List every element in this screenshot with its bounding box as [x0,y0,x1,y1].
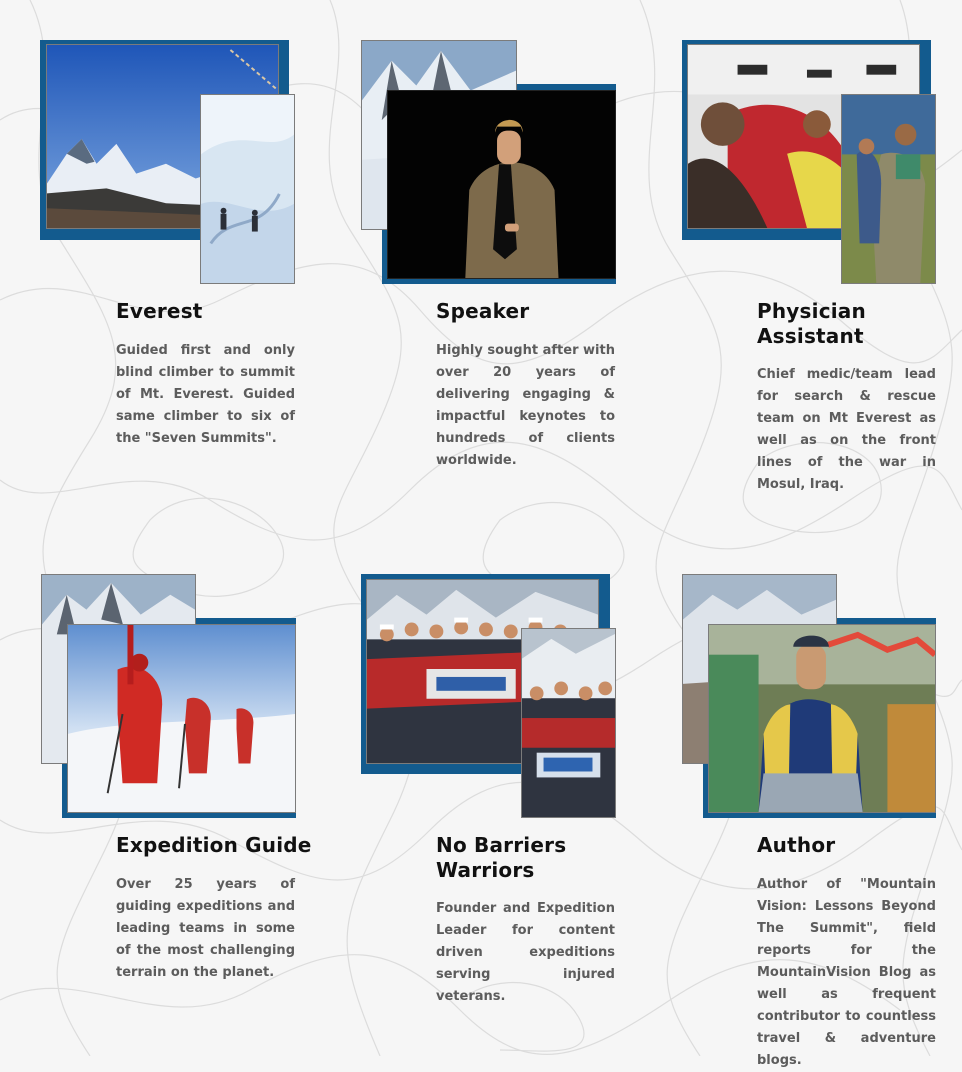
card-title: Everest [116,299,203,323]
card-title: Author [757,833,836,857]
card-description: Highly sought after with over 20 years of delivering engaging & impactful keynotes to hundreds of clients worldwide. [436,343,615,468]
medic-carrying-child-photo [841,94,936,284]
card-description: Author of "Mountain Vision: Lessons Beyond The Summit", field reports for the MountainVision Blog as well as frequent contributor to countless travel & adventure blogs. [757,877,936,1068]
speaker-portrait-photo [387,90,616,279]
card-description: Guided first and only blind climber to summit of Mt. Everest. Guided same climber to six of the "Seven Summits". [116,343,295,446]
veterans-summit-photo [521,628,616,818]
card-title: No Barriers Warriors [436,833,567,882]
glacier-climbers-photo [200,94,295,284]
climbers-in-red-suits-photo [67,624,296,813]
card-title: Speaker [436,299,530,323]
card-description: Over 25 years of guiding expeditions and leading teams in some of the most challenging terrain on the planet. [116,877,295,980]
card-title: Expedition Guide [116,833,312,857]
card-description: Chief medic/team lead for search & rescue team on Mt Everest as well as on the front lines of the war in Mosul, Iraq. [757,367,936,492]
card-description: Founder and Expedition Leader for content driven expeditions serving injured veterans. [436,901,615,1004]
author-portrait-photo [708,624,936,813]
card-title: Physician Assistant [757,299,866,348]
